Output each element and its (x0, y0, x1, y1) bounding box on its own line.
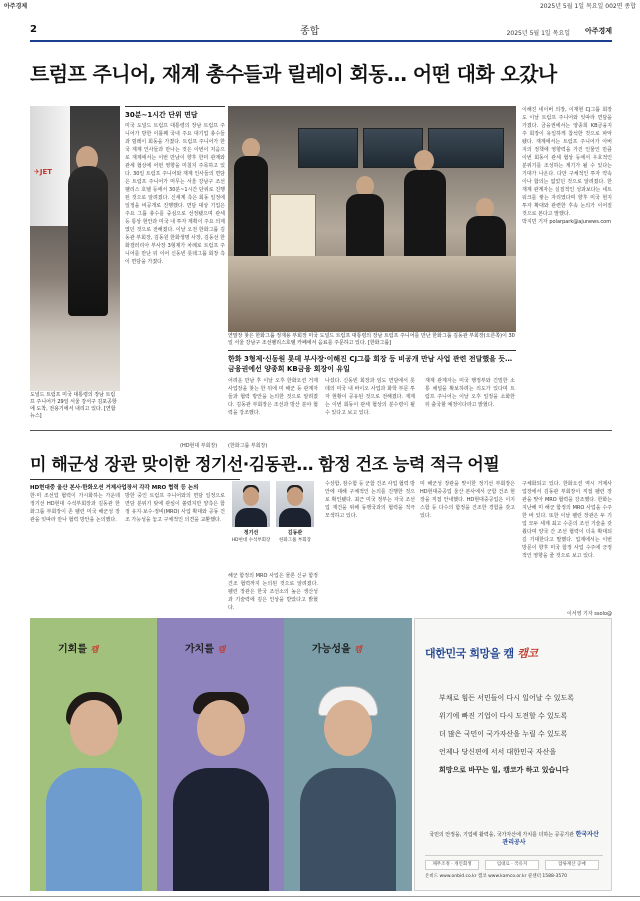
page-number: 2 (30, 24, 37, 35)
cafe-photo (228, 106, 516, 332)
story1-column-5 (522, 106, 612, 424)
ad-chip[interactable]: 압류재산 공매 (545, 860, 599, 870)
ad-line: 희망으로 바꾸는 일, 캠코가 하고 있습니다 (439, 766, 569, 774)
portrait-name: 김동관 (287, 530, 303, 536)
column-text: 구체화되고 있다. 한화오션 역시 거제사업장에서 김동관 부회장이 직접 펠런 장관을 맞아 MRO 협력을 강조했다. 한화는 지난해 미 해군 함정의 MRO 사업을 수주한 바 있다. (522, 481, 612, 519)
newspaper-logo: 아주경제 (584, 27, 612, 35)
ad-panel-label (185, 640, 225, 655)
panel-word: 가능성을 (312, 644, 351, 655)
portrait-kim-dong-kwan (276, 481, 314, 527)
ad-line: 더 많은 국민이 국가자산을 누릴 수 있도록 (439, 730, 568, 738)
ad-panel-possibility (284, 618, 412, 891)
story1-subhead: 30분~1시간 단위 면담 (125, 106, 225, 120)
story2-column-3: 해군 함정의 MRO 사업은 물론 신규 함정 건조 협력까지 논의된 것으로 알려졌다. 펠런 장관은 한국 조선소의 높은 생산성과 기술력에 깊은 인상을 받았다고 밝혔다. (228, 573, 318, 611)
cafe-counter (228, 256, 516, 332)
column-text: 또한 이날 펠런 장관은 두 기업 모두 세계 최고 수준의 조선 기술을 갖췄다며 양국 간 조선 협력이 더욱 확대되길 기대한다고 말했다. 업계에서는 이번 방문이 향후 미국 함정 사업 수주에 긍정적인 영향을 줄 것으로 보고 있다. (522, 513, 612, 559)
airplane-shape (30, 106, 70, 226)
story1-column-1: 미국 도널드 트럼프 대통령의 장남 트럼프 주니어가 방한 이틀째 국내 주요 대기업 총수들과 릴레이 회동을 가졌다. 트럼프 주니어가 한국 재계 인사들과 만나는 것은 이번이 처음으로 재계에서는 이번 만남이 향후 한미 관계와 관세 협상에 어떤 영향을 미칠지 주목하고 있다. 30일 트럼프 주니어와 재계 인사들의 면담은 트럼프 주니어가 머무는 서울 강남구 조선팰리스 호텔 등에서 30분~1시간 단위로 진행된 것으로 알려졌다. 신세계 측은 회동 일정에 일정을 비공개로 진행했다. 면담 대상 기업은 주요 그룹 총수를 중심으로 선정됐으며 관세 등 통상 현안과 미국 내 투자 계획이 주요 의제였던 것으로 전해졌다. 이날 오전 한화그룹 김동관 부회장, 김동원 한화생명 사장, 김동선 한화갤러리아 부사장 3형제가 차례로 트럼프 주니어를 만난 뒤 이어 신동빈 롯데그룹 회장 측이 면담을 가졌다. (125, 123, 225, 265)
story2-column-4: 수상함, 잠수함 등 군함 건조 사업 협력 방안에 대해 구체적인 논의를 진행한 것으로 확인됐다. 최근 미국 정부는 자국 조선업 재건을 위해 동맹국과의 협력을 적극 모색하고 있다. (325, 481, 415, 519)
ad-footer (429, 831, 599, 847)
ad-org-name: 한국자산관리공사 (502, 831, 599, 846)
portrait-suit (279, 508, 311, 527)
ad-panel-value (157, 618, 285, 891)
portrait-title: 한화그룹 부회장 (279, 538, 311, 543)
story2-subhead: HD현대중 울산 본사·한화오션 거제사업장서 각각 MRO 협력 등 논의 (30, 479, 240, 491)
caption-credit: [연합뉴스] (30, 406, 116, 419)
story2-headline: 미 해군성 장관 맞이한 정기선·김동관… 함정 건조 능력 적극 어필 (30, 455, 500, 475)
cam-word: 캠 (90, 645, 99, 654)
story1-headline: 트럼프 주니어, 재계 총수들과 릴레이 회동… 어떤 대화 오갔나 (30, 62, 557, 86)
top-strip (0, 0, 640, 9)
ad-text-panel (414, 618, 612, 891)
ad-footer-slogan: 국민의 안정을, 기업에 활력을, 국가자산에 가치를 더하는 공공기관 (429, 832, 574, 838)
story2-column-5: 미 해군성 장관을 맞이한 정기선 부회장은 HD현대중공업 울산 본사에서 군함 건조 현장을 직접 안내했다. HD현대중공업은 이지스함 등 다수의 함정을 건조한 경험을 갖고 있다. (420, 481, 515, 519)
ad-title-main: 대한민국 희망을 캠 (425, 647, 514, 660)
person-figure (234, 156, 268, 266)
story2-column-2: 방한 중인 트럼프 주니어와의 면담 일정으로 면담 분위기 탓에 관심이 쏠렸지만 양측은 함정 유지·보수·정비(MRO) 사업 확대와 공동 건조 가능성을 놓고 구체적인 의견을 교환했다. (125, 493, 225, 523)
caption-credit: [한화그룹] (367, 340, 392, 346)
page-header (30, 22, 612, 42)
ad-panel-label (58, 640, 98, 655)
panel-word: 기회를 (58, 644, 87, 655)
ad-line: 위기에 빠진 기업이 다시 도전할 수 있도록 (439, 712, 568, 720)
story1-column-2: 어려운 만남 후 이날 오후 한화오션 거제사업장을 찾는 한 뒤에 미 해군 등 관계자들과 협력 방안을 논의한 것으로 알려졌다. 김동관 부회장은 조선과 방산 분야 협력을 강조했다. (228, 378, 318, 416)
model-face (197, 700, 245, 756)
menu-screen (428, 128, 504, 168)
story1-subhead-2: 한화 3형제·신동원 롯데 부사장·이해진 CJ그룹 회장 등 비공개 만남 사업 관련 전달했을 듯… 금융권에선 양종희 KB금융 회장이 유일 (228, 350, 516, 374)
panel-word: 가치를 (185, 644, 214, 655)
story2-byline: 이서영 기자 ssolo@ (566, 611, 612, 617)
story2-column-6 (522, 480, 612, 617)
model-workwear (300, 768, 396, 891)
portrait-name: 정기선 (243, 530, 259, 536)
story2-kicker-left: (HD현대 부회장) (180, 443, 218, 449)
ad-service-chips (425, 855, 603, 871)
person-head (414, 150, 434, 172)
person-figure (68, 166, 108, 316)
column-text: 이해진 네이버 의장, 이재현 CJ그룹 회장도 이날 트럼프 주니어와 잇따라 면담을 가졌다. 금융권에서는 양종희 KB금융지주 회장이 유일하게 참석한 것으로 파악됐다. 재계에서는 트럼프 주니어가 아버지의 정책에 영향력을 가진 인물인 만큼 이번 회동이 관세 협상 등에서 우호적인 분위기를 조성하는 계기가 될 수 있다는 기대가 나온다. 다만 구체적인 투자 약속이나 합의는 없었던 것으로 알려졌다. 한 재계 관계자는 실질적인 성과보다는 네트워크를 쌓는 자리였다며 향후 미국 현지 투자 확대와 관련한 후속 논의가 이어질 것으로 본다고 말했다. (522, 107, 612, 217)
top-strip-logo: 아주경제 (4, 3, 28, 10)
cam-word: 캠 (354, 645, 362, 654)
story1-column-4: 재계 관계자는 미국 행정부와 긴밀한 소통 채널을 확보하려는 의도가 있다며 트럼프 주니어는 이날 오후 일정을 소화한 뒤 출국할 예정이다라고 밝혔다. (425, 378, 515, 408)
model-face (324, 700, 372, 756)
section-divider (30, 430, 612, 431)
story1-byline: 박지민 기자 polarpark@ajunews.com (522, 219, 612, 225)
issue-date: 2025년 5월 1일 목요일 (506, 30, 570, 37)
story1-column-3: 나섰다. 신동빈 회장과 임도 면담에서 롯데의 미국 내 바이오 사업과 화학 부문 투자 현황이 공유된 것으로 전해졌다. 재계는 이번 회동이 관세 협상의 분수령이 될 수 있다고 보고 있다. (325, 378, 415, 416)
ad-chip[interactable]: 임대료 · 국유지 (485, 860, 539, 870)
ad-contact-links[interactable]: 온비드 www.onbid.co.kr 캠코 www.kamco.or.kr 콜센터 1588-3570 (425, 874, 567, 879)
ad-title (425, 645, 538, 661)
story2-column-1: 한·미 조선업 협력이 가시화하는 가운데 정기선 HD현대 수석부회장과 김동관 한화그룹 부회장이 존 펠런 미국 해군성 장관을 잇따라 만나 협력 방안을 논의했다. (30, 493, 120, 523)
ad-line: 부채로 힘든 서민들이 다시 일어날 수 있도록 (439, 694, 575, 702)
model-face (70, 700, 118, 756)
section-title: 종합 (300, 26, 320, 37)
arrival-photo (30, 106, 120, 391)
portrait-jung-ki-sun (232, 481, 270, 527)
jet-logo-icon: ✈JET (34, 168, 53, 176)
ad-title-brand: 캠코 (517, 647, 538, 660)
cam-word: 캠 (217, 645, 226, 654)
arrival-photo-caption (30, 392, 120, 420)
menu-board (270, 194, 316, 262)
portrait-title: HD현대 수석부회장 (231, 538, 271, 543)
person-head (242, 138, 260, 158)
menu-screen (298, 128, 358, 168)
cafe-photo-caption (228, 333, 516, 347)
ad-panel-opportunity (30, 618, 158, 891)
portrait-suit (235, 508, 267, 527)
ad-panel-label (312, 640, 362, 655)
story2-kicker-right: (한화그룹 부회장) (228, 443, 268, 449)
person-head (356, 176, 374, 196)
kamco-advertisement[interactable] (30, 618, 612, 891)
portrait-face (243, 487, 259, 506)
model-suit (173, 768, 269, 891)
page-bottom-rule (0, 896, 640, 897)
model-shirt (46, 768, 142, 891)
ad-chip[interactable]: 채무조정 · 개인회생 (425, 860, 479, 870)
caption-text: 도널드 트럼프 미국 대통령의 장남 트럼프 주니어가 29일 서울 강서구 김포공항에 도착, 전용기에서 내리고 있다. (30, 392, 117, 412)
ad-line: 언제나 당신편에 서서 대한민국 자산을 (439, 748, 557, 756)
person-head (476, 198, 494, 218)
portrait-face (287, 487, 303, 506)
person-figure (404, 170, 446, 270)
top-strip-info: 2025년 5월 1일 목요일 002면 종합 (539, 3, 636, 10)
caption-text: 연말장 찾은 한화그룹 정재용 부회장 미국 도널드 트럼프 대통령의 장남 트럼프 주니어를 만난 한화그룹 김동관 부회장(오른쪽)이 30일 서울 강남구 조선팰리스호텔 카페에서 음료를 주문하고 있다. (228, 333, 515, 346)
